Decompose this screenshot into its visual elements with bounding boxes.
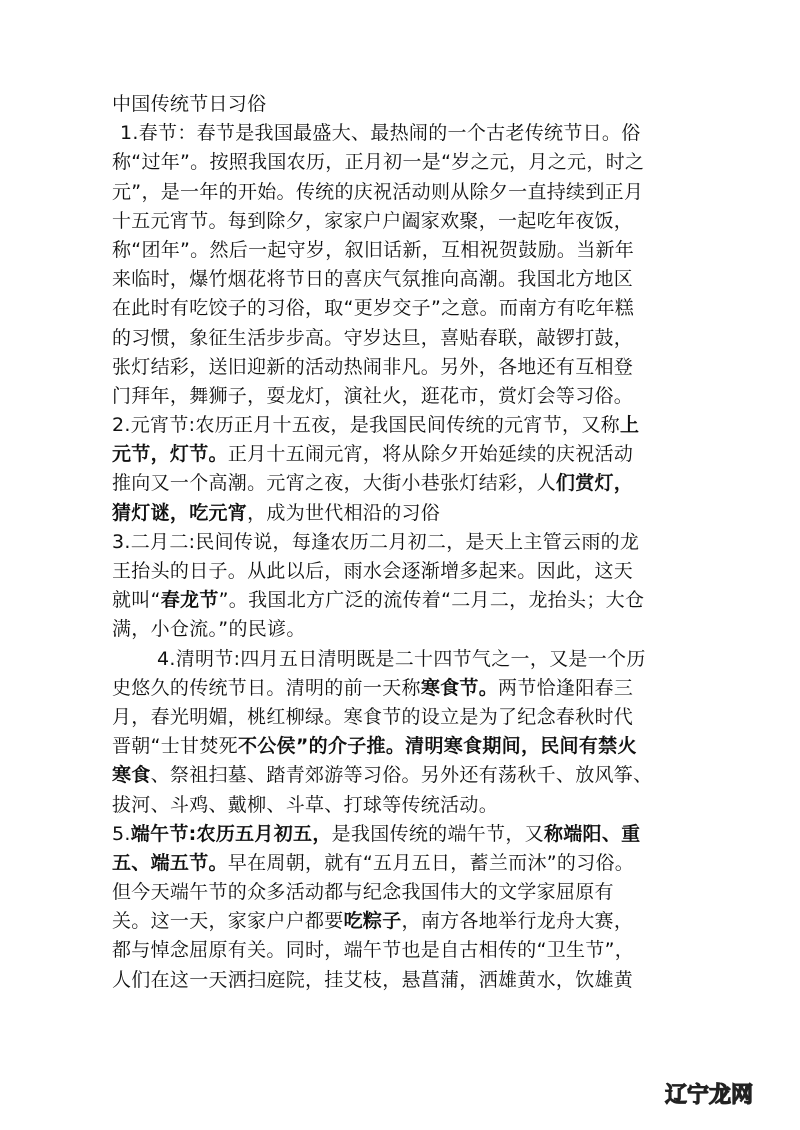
bold-text: 们赏灯， xyxy=(555,472,634,495)
p4-line-2 xyxy=(112,674,697,703)
document-title: 中国传统节日习俗 xyxy=(112,93,267,115)
text: ”。我国北方广泛的流传着“二月二，龙抬头；大仓 xyxy=(218,589,645,612)
p2-line-2 xyxy=(112,440,697,469)
text: 两节恰逢阳春三 xyxy=(498,676,634,699)
document-page xyxy=(112,90,697,995)
p3-line-4: 满，小仓流。”的民谚。 xyxy=(112,618,306,641)
p5-line-2 xyxy=(112,849,697,878)
p2-line-1 xyxy=(112,411,697,440)
p4-line-5 xyxy=(112,761,697,790)
text: 是我国传统的端午节，又 xyxy=(331,822,544,845)
bold-text: 称端阳、重 xyxy=(543,822,641,845)
p3-line-2: 王抬头的日子。从此以后，雨水会逐渐增多起来。因此，这天 xyxy=(112,560,634,582)
text: ，成为世代相沿的习俗 xyxy=(247,501,441,524)
text: 2.元宵节:农历正月十五夜，是我国民间传统的元宵节，又称 xyxy=(112,414,620,437)
p4-line-4 xyxy=(112,732,697,761)
watermark-text-red: 辽宁 xyxy=(665,1083,710,1108)
p4-line-3: 月，春光明媚，桃红柳绿。寒食节的设立是为了纪念春秋时代 xyxy=(112,705,634,728)
p1-line-8: 的习惯，象征生活步步高。守岁达旦，喜贴春联，敲锣打鼓， xyxy=(112,326,634,349)
text: 早在周朝，就有“五月五日，蓄兰而沐”的习俗。 xyxy=(227,851,635,874)
text: 晋朝“士甘焚死 xyxy=(112,735,238,758)
p1-line-1: 1.春节：春节是我国最盛大、最热闹的一个古老传统节日。俗 xyxy=(120,122,641,145)
p3-line-1: 3.二月二:民间传说，每逢农历二月初二，是天上主管云雨的龙 xyxy=(112,530,640,553)
bold-text: 寒食 xyxy=(112,764,151,787)
p4-line-6: 拔河、斗鸡、戴柳、斗草、打球等传统活动。 xyxy=(112,793,499,816)
bold-text: 寒食节。 xyxy=(420,676,499,699)
bold-text: 五、端五节。 xyxy=(112,851,228,874)
p1-line-3: 元”，是一年的开始。传统的庆祝活动则从除夕一直持续到正月 xyxy=(112,180,644,203)
p2-line-3 xyxy=(112,469,697,498)
bold-text: 猜灯谜，吃元宵 xyxy=(112,501,248,524)
bold-text: 不公侯”的介子推。清明寒食期间，民间有禁火 xyxy=(237,735,637,758)
p4-line-1: 4.清明节:四月五日清明既是二十四节气之一，又是一个历 xyxy=(157,647,646,670)
text: 5. xyxy=(112,822,131,845)
p5-line-1 xyxy=(112,820,697,849)
bold-text: 上 xyxy=(619,414,640,437)
text: 关。这一天，家家户户都要 xyxy=(112,910,344,933)
site-watermark-logo xyxy=(665,1078,753,1109)
p5-line-4 xyxy=(112,907,697,936)
text: 、祭祖扫墓、踏青郊游等习俗。另外还有荡秋千、放风筝、 xyxy=(150,764,653,787)
p1-line-10: 门拜年，舞狮子，耍龙灯，演社火，逛花市，赏灯会等习俗。 xyxy=(112,384,634,407)
bold-text: 春龙节 xyxy=(160,589,219,612)
text: 推向又一个高潮。元宵之夜，大街小巷张灯结彩，人 xyxy=(112,472,556,495)
text: 史悠久的传统节日。清明的前一天称 xyxy=(112,676,421,699)
p1-line-7: 在此时有吃饺子的习俗，取“更岁交子”之意。而南方有吃年糕 xyxy=(112,297,635,320)
p1-line-2: 称“过年”。按照我国农历，正月初一是“岁之元，月之元，时之 xyxy=(112,151,645,174)
p5-line-3: 但今天端午节的众多活动都与纪念我国伟大的文学家屈原有 xyxy=(112,881,614,904)
p1-line-5: 称“团年”。然后一起守岁，叙旧话新，互相祝贺鼓励。当新年 xyxy=(112,238,635,261)
text: ，南方各地举行龙舟大赛， xyxy=(401,910,634,933)
p3-line-3 xyxy=(112,586,697,615)
bold-text: 吃粽子 xyxy=(343,910,402,933)
p5-line-6: 人们在这一天洒扫庭院，挂艾枝，悬菖蒲，洒雄黄水，饮雄黄 xyxy=(112,968,634,991)
p1-line-4: 十五元宵节。每到除夕，家家户户阖家欢聚，一起吃年夜饭， xyxy=(112,209,634,232)
bold-text: 端午节:农历五月初五， xyxy=(130,822,332,845)
p1-line-9: 张灯结彩，送旧迎新的活动热闹非凡。另外，各地还有互相登 xyxy=(112,355,634,378)
text: 正月十五闹元宵，将从除夕开始延续的庆祝活动 xyxy=(227,443,634,466)
p1-line-6: 来临时，爆竹烟花将节日的喜庆气氛推向高潮。我国北方地区 xyxy=(112,268,634,291)
bold-text: 元节，灯节。 xyxy=(112,443,228,466)
text: 就叫“ xyxy=(112,589,161,612)
watermark-text-white: 龙网 xyxy=(709,1083,754,1108)
p2-line-4 xyxy=(112,499,697,528)
p5-line-5: 都与悼念屈原有关。同时，端午节也是自古相传的“卫生节”， xyxy=(112,939,635,962)
